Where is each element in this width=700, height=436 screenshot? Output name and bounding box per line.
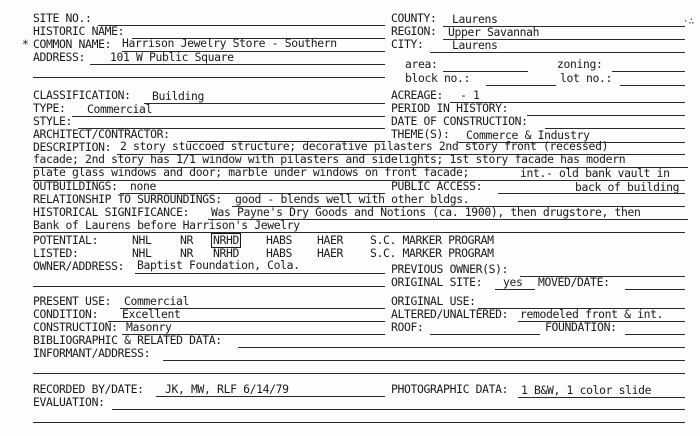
significance-rule-2 xyxy=(33,232,685,233)
address-line-2 xyxy=(33,77,385,78)
site-no-line xyxy=(98,25,385,26)
outbuildings-label: OUTBUILDINGS: xyxy=(33,179,118,193)
recorded-by-line xyxy=(156,396,385,397)
listed-nhl: NHL xyxy=(132,246,152,260)
description-line-3: plate glass windows and door; marble under windows on front facade; xyxy=(33,165,470,179)
description-line-1: 2 story stuccoed structure; decorative pilasters 2nd story front (recessed) xyxy=(120,139,609,153)
corner-mark: ·∴ xyxy=(682,16,694,27)
owner-address-label: OWNER/ADDRESS: xyxy=(33,259,125,273)
public-access-line xyxy=(498,193,685,194)
foundation-line xyxy=(625,334,685,335)
listed-haer: HAER xyxy=(317,246,344,260)
altered-value: remodeled front & int. xyxy=(520,307,664,321)
informant-line-2 xyxy=(33,373,685,374)
evaluation-label: EVALUATION: xyxy=(33,395,105,409)
type-label: TYPE: xyxy=(33,101,66,115)
listed-nr: NR xyxy=(180,246,194,260)
block-no-label: block no.: xyxy=(405,71,471,85)
recorded-by-value: JK, MW, RLF 6/14/79 xyxy=(165,382,289,396)
date-construction-label: DATE OF CONSTRUCTION: xyxy=(391,114,528,128)
style-label: STYLE: xyxy=(33,114,73,128)
common-name-label: COMMON NAME: xyxy=(33,37,112,51)
zoning-line xyxy=(612,71,685,72)
photographic-label: PHOTOGRAPHIC DATA: xyxy=(391,382,509,396)
evaluation-line-2 xyxy=(33,422,685,423)
address-value: 101 W Public Square xyxy=(110,50,234,64)
description-line-2: facade; 2nd story has 1/1 window with pilasters and sidelights; 1st story facade has modern xyxy=(33,152,626,166)
roof-label: ROOF: xyxy=(391,320,424,334)
relationship-label: RELATIONSHIP TO SURROUNDINGS: xyxy=(33,192,222,206)
classification-line xyxy=(144,103,385,104)
roof-line xyxy=(430,334,540,335)
moved-date-line xyxy=(625,289,685,290)
evaluation-line xyxy=(112,409,685,410)
informant-label: INFORMANT/ADDRESS: xyxy=(33,346,151,360)
present-use-label: PRESENT USE: xyxy=(33,294,112,308)
asterisk-mark: * xyxy=(22,37,29,51)
address-label: ADDRESS: xyxy=(33,50,86,64)
city-value: Laurens xyxy=(452,38,498,52)
condition-label: CONDITION: xyxy=(33,307,99,321)
historic-name-label: HISTORIC NAME: xyxy=(33,24,125,38)
type-value: Commercial xyxy=(87,102,153,116)
potential-haer: HAER xyxy=(317,233,344,247)
potential-label: POTENTIAL: xyxy=(33,233,99,247)
description-line-3-tail: int.- old bank vault in xyxy=(520,166,670,180)
owner-address-value: Baptist Foundation, Cola. xyxy=(137,258,300,272)
public-access-label: PUBLIC ACCESS: xyxy=(391,179,483,193)
city-line xyxy=(430,52,685,53)
outbuildings-value: none xyxy=(130,179,157,193)
description-label: DESCRIPTION: xyxy=(33,140,112,154)
original-site-label: ORIGINAL SITE: xyxy=(391,275,483,289)
altered-label: ALTERED/UNALTERED: xyxy=(391,307,509,321)
acreage-value: - 1 xyxy=(460,88,480,102)
significance-label: HISTORICAL SIGNIFICANCE: xyxy=(33,205,190,219)
potential-marker: S.C. MARKER PROGRAM xyxy=(370,233,494,247)
classification-value: Building xyxy=(152,89,205,103)
period-label: PERIOD IN HISTORY: xyxy=(391,101,509,115)
site-no-label: SITE NO.: xyxy=(33,11,92,25)
listed-marker: S.C. MARKER PROGRAM xyxy=(370,246,494,260)
themes-value: Commerce & Industry xyxy=(466,128,590,142)
county-value: Laurens xyxy=(452,12,498,26)
informant-line xyxy=(163,360,685,361)
area-label: area: xyxy=(405,57,438,71)
recorded-by-label: RECORDED BY/DATE: xyxy=(33,382,144,396)
relationship-value: good - blends well with other bldgs. xyxy=(235,192,470,206)
acreage-label: ACREAGE: xyxy=(391,88,444,102)
listed-label: LISTED: xyxy=(33,246,79,260)
foundation-label: FOUNDATION: xyxy=(545,320,617,334)
listed-nrhd: NRHD xyxy=(213,246,240,260)
period-line xyxy=(527,115,685,116)
description-line-4-tail: back of building xyxy=(575,180,680,194)
region-value: Upper Savannah xyxy=(448,25,540,39)
moved-date-label: MOVED/DATE: xyxy=(538,275,610,289)
city-label: CITY: xyxy=(391,37,424,51)
zoning-label: zoning: xyxy=(557,57,603,71)
present-use-value: Commercial xyxy=(124,294,190,308)
bibliographic-label: BIBLIOGRAPHIC & RELATED DATA: xyxy=(33,333,222,347)
owner-address-line xyxy=(135,273,385,274)
owner-address-line-2 xyxy=(33,286,385,287)
original-site-value: yes xyxy=(503,275,523,289)
original-site-line xyxy=(495,289,535,290)
significance-line-1: Was Payne's Dry Goods and Notions (ca. 1900), then drugstore, then xyxy=(211,205,641,219)
photographic-value: 1 B&W, 1 color slide xyxy=(521,383,652,397)
common-name-value: Harrison Jewelry Store - Southern xyxy=(122,36,337,50)
significance-line-2: Bank of Laurens before Harrison's Jewelry xyxy=(33,218,300,232)
construction-label: CONSTRUCTION: xyxy=(33,320,118,334)
county-label: COUNTY: xyxy=(391,11,437,25)
construction-value: Masonry xyxy=(126,320,172,334)
classification-label: CLASSIFICATION: xyxy=(33,88,131,102)
address-line xyxy=(90,64,385,65)
listed-habs: HABS xyxy=(266,246,293,260)
themes-label: THEME(S): xyxy=(391,127,450,141)
block-no-line xyxy=(486,85,556,86)
region-label: REGION: xyxy=(391,24,437,38)
condition-value: Excellent xyxy=(122,307,181,321)
bibliographic-line xyxy=(238,347,685,348)
lot-no-label: lot no.: xyxy=(560,71,613,85)
original-use-label: ORIGINAL USE: xyxy=(391,294,476,308)
previous-owners-label: PREVIOUS OWNER(S): xyxy=(391,262,509,276)
potential-habs: HABS xyxy=(266,233,293,247)
potential-nrhd-circled: NRHD xyxy=(213,233,240,247)
type-line xyxy=(72,116,385,117)
potential-nhl: NHL xyxy=(132,233,152,247)
lot-no-line xyxy=(620,85,685,86)
potential-nr: NR xyxy=(180,233,194,247)
photographic-line xyxy=(518,397,685,398)
architect-label: ARCHITECT/CONTRACTOR: xyxy=(33,127,170,141)
